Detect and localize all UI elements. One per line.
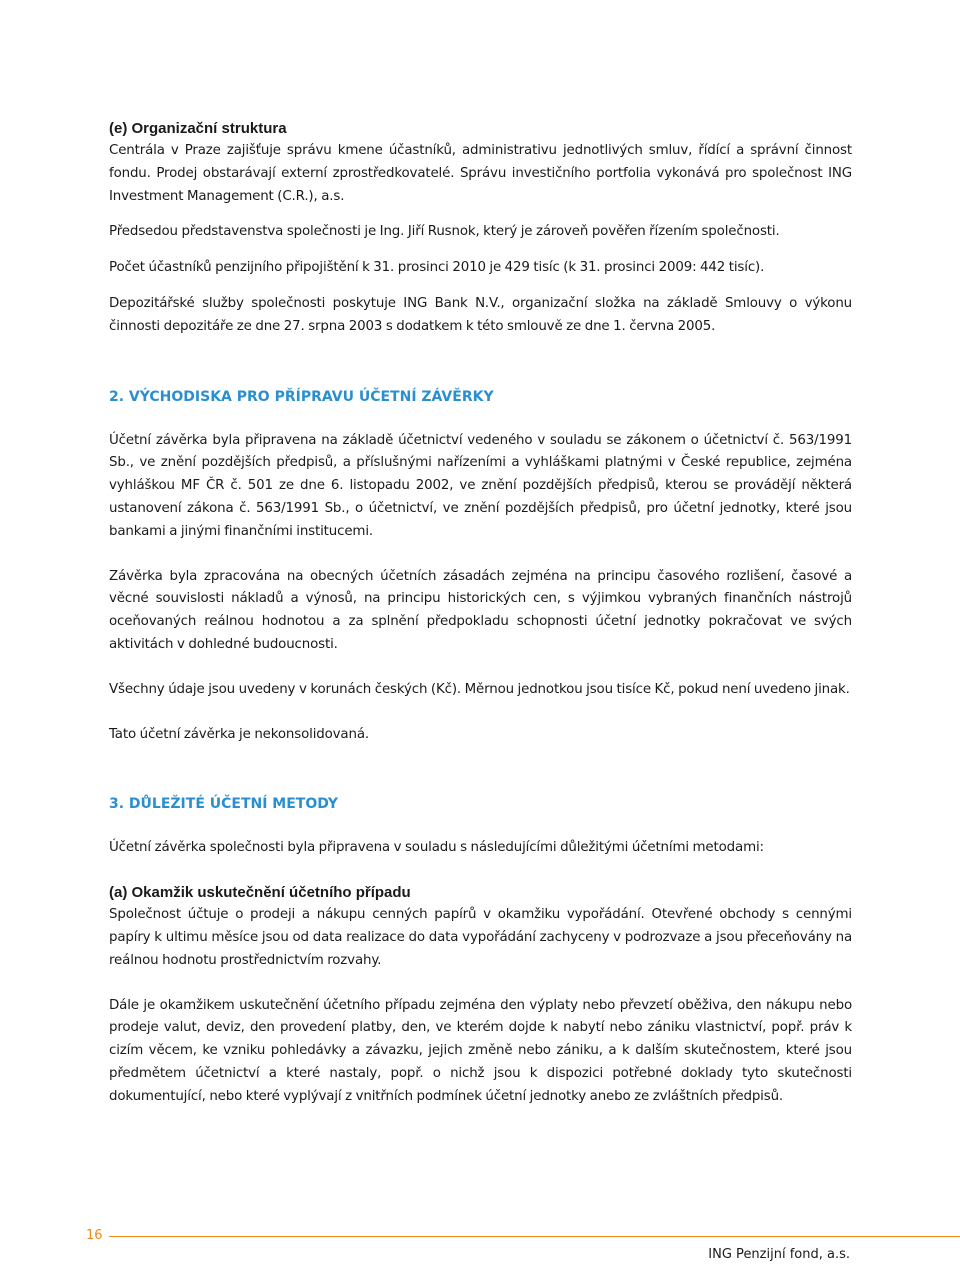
section-e-paragraph-3: Počet účastníků penzijního připojištění k 31. prosinci 2010 je 429 tisíc (k 31. prosinci 2009: 442 tisíc). [109, 260, 765, 276]
section-2-paragraph-1: Účetní závěrka byla připravena na základě účetnictví vedeného v souladu se zákonem o účetnictví č. 563/1991 Sb., ve znění pozdějších předpisů, a příslušnými nařízeními a vyhláškami platnými v České republice, zejména vyhláškou MF ČR č. 501 ze dne 6. listopadu 2002, ve znění pozdějších předpisů, kterou se provádějí některá ustanovení zákona č. 563/1991 Sb., o účetnictví, ve znění pozdějších předpisů, pro účetní jednotky, které jsou bankami a jinými finančními institucemi. [109, 432, 852, 539]
section-2-paragraph-4: Tato účetní závěrka je nekonsolidovaná. [109, 726, 369, 742]
section-e-paragraph-1: Centrála v Praze zajišťuje správu kmene účastníků, administrativu jednotlivých smluv, řídící a správní činnost fondu. Prodej obstarávají externí zprostředkovatelé. Správu investičního portfolia vykonává pro společnost ING Investment Management (C.R.), a.s. [109, 143, 852, 204]
section-2-title: 2. VÝCHODISKA PRO PŘÍPRAVU ÚČETNÍ ZÁVĚRKY [109, 388, 494, 405]
section-e-title: (e) Organizační struktura [109, 120, 287, 137]
footer-divider [109, 1236, 960, 1237]
subsection-a-paragraph-1: Společnost účtuje o prodeji a nákupu cenných papírů v okamžiku vypořádání. Otevřené obchody s cennými papíry k ultimu měsíce jsou od data realizace do data vypořádání zachyceny v podrozvaze a jsou přeceňovány na reálnou hodnotu prostřednictvím rozvahy. [109, 907, 852, 968]
section-e-paragraph-4: Depozitářské služby společnosti poskytuje ING Bank N.V., organizační složka na základě Smlouvy o výkonu činnosti depozitáře ze dne 27. srpna 2003 s dodatkem k této smlouvě ze dne 1. června 2005. [109, 295, 852, 334]
section-2-paragraph-3: Všechny údaje jsou uvedeny v korunách českých (Kč). Měrnou jednotkou jsou tisíce Kč, pokud není uvedeno jinak. [109, 681, 850, 697]
section-3-title: 3. DŮLEŽITÉ ÚČETNÍ METODY [109, 796, 338, 813]
page-number: 16 [86, 1228, 103, 1243]
subsection-a-title: (a) Okamžik uskutečnění účetního případu [109, 884, 411, 902]
section-3-paragraph-1: Účetní závěrka společnosti byla připravena v souladu s následujícími důležitými účetními metodami: [109, 840, 764, 856]
section-e-paragraph-2: Předsedou představenstva společnosti je Ing. Jiří Rusnok, který je zároveň pověřen řízením společnosti. [109, 224, 780, 240]
subsection-a-paragraph-2: Dále je okamžikem uskutečnění účetního případu zejména den výplaty nebo převzetí oběživa, den nákupu nebo prodeje valut, deviz, den provedení platby, den, ve kterém dojde k nabytí nebo zániku vlastnictví, popř. práv k cizím věcem, ke vzniku pohledávky a závazku, jejich změně nebo zániku, a k dalším skutečnostem, které jsou předmětem účetnictví a které nastaly, popř. o nichž jsou k dispozici potřebné doklady tyto skutečnosti dokumentující, nebo které vyplývají z vnitřních podmínek účetní jednotky anebo ze zvláštních předpisů. [109, 997, 852, 1104]
footer-company-name: ING Penzijní fond, a.s. [708, 1247, 850, 1262]
section-2-paragraph-2: Závěrka byla zpracována na obecných účetních zásadách zejména na principu časového rozlišení, časové a věcné souvislosti nákladů a výnosů, na principu historických cen, s výjimkou vybraných finančních nástrojů oceňovaných reálnou hodnotou a za splnění předpokladu schopnosti účetní jednotky pokračovat ve svých aktivitách v dohledné budoucnosti. [109, 568, 852, 652]
document-body [109, 118, 852, 1109]
